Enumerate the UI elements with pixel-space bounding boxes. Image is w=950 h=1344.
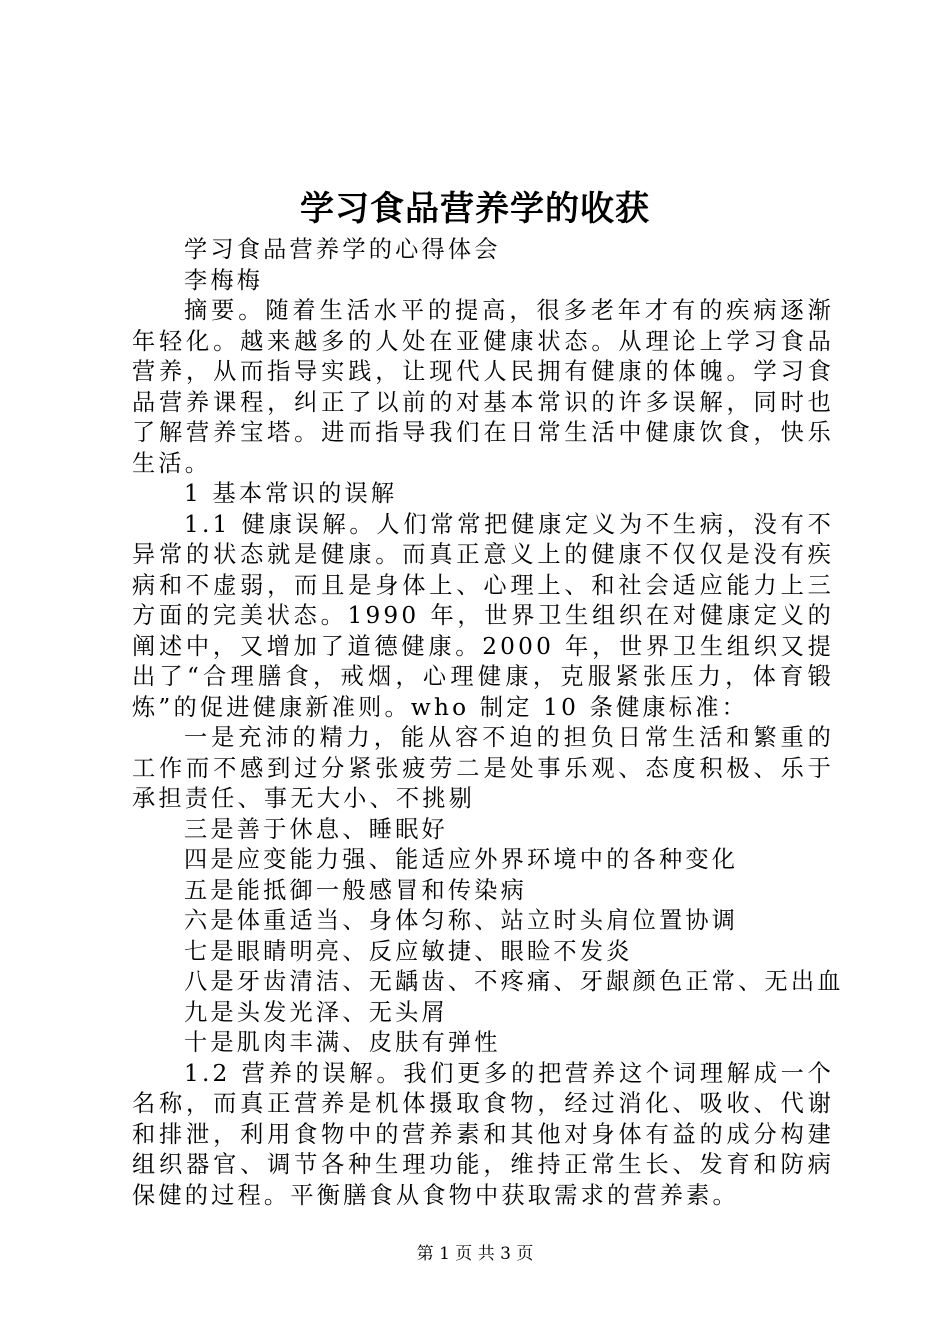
- list-item: 八是牙齿清洁、无龋齿、不疼痛、牙龈颜色正常、无出血: [184, 968, 844, 995]
- list-item: 六是体重适当、身体匀称、站立时头肩位置协调: [184, 907, 739, 934]
- body-paragraph: 1.1 健康误解。人们常常把健康定义为不生病，没有不异常的状态就是健康。而真正意义上的健康不仅仅是没有疾病和不虚弱，而且是身体上、心理上、和社会适应能力上三方面的完美状态。1990 年，世界卫生组织在对健康定义的阐述中，又增加了道德健康。2000 年，世界卫生组织又提出了“合理膳食，戒烟，心理健康，克服紧张压力，体育锻炼”的促进健康新准则。who 制定 10 条健康标准：: [132, 510, 834, 721]
- body-paragraph: 1.2 营养的误解。我们更多的把营养这个词理解成一个名称，而真正营养是机体摄取食物，经过消化、吸收、代谢和排泄，利用食物中的营养素和其他对身体有益的成分构建组织器官、调节各种生理功能，维持正常生长、发育和防病保健的过程。平衡膳食从食物中获取需求的营养素。: [132, 1059, 834, 1209]
- list-item: 十是肌肉丰满、皮肤有弹性: [184, 1029, 501, 1056]
- list-item: 五是能抵御一般感冒和传染病: [184, 876, 528, 904]
- document-author: 李梅梅: [184, 266, 264, 294]
- list-item: 七是眼睛明亮、反应敏捷、眼睑不发炎: [184, 937, 633, 965]
- section-heading: 1 基本常识的误解: [184, 480, 398, 507]
- document-title: 学习食品营养学的收获: [300, 189, 650, 229]
- list-item: 四是应变能力强、能适应外界环境中的各种变化: [184, 846, 739, 873]
- abstract-paragraph: 摘要。随着生活水平的提高，很多老年才有的疾病逐渐年轻化。越来越多的人处在亚健康状态。从理论上学习食品营养，从而指导实践，让现代人民拥有健康的体魄。学习食品营养课程，纠正了以前的对基本常识的许多误解，同时也了解营养宝塔。进而指导我们在日常生活中健康饮食，快乐生活。: [132, 297, 834, 477]
- document-body: [132, 235, 844, 1211]
- list-item: 三是善于休息、睡眠好: [184, 815, 448, 843]
- page-footer: 第 1 页 共 3 页: [416, 1244, 534, 1264]
- document-subtitle: 学习食品营养学的心得体会: [184, 236, 501, 263]
- body-paragraph: 一是充沛的精力，能从容不迫的担负日常生活和繁重的工作而不感到过分紧张疲劳二是处事乐观、态度积极、乐于承担责任、事无大小、不挑剔: [132, 724, 834, 812]
- list-item: 九是头发光泽、无头屑: [184, 998, 448, 1026]
